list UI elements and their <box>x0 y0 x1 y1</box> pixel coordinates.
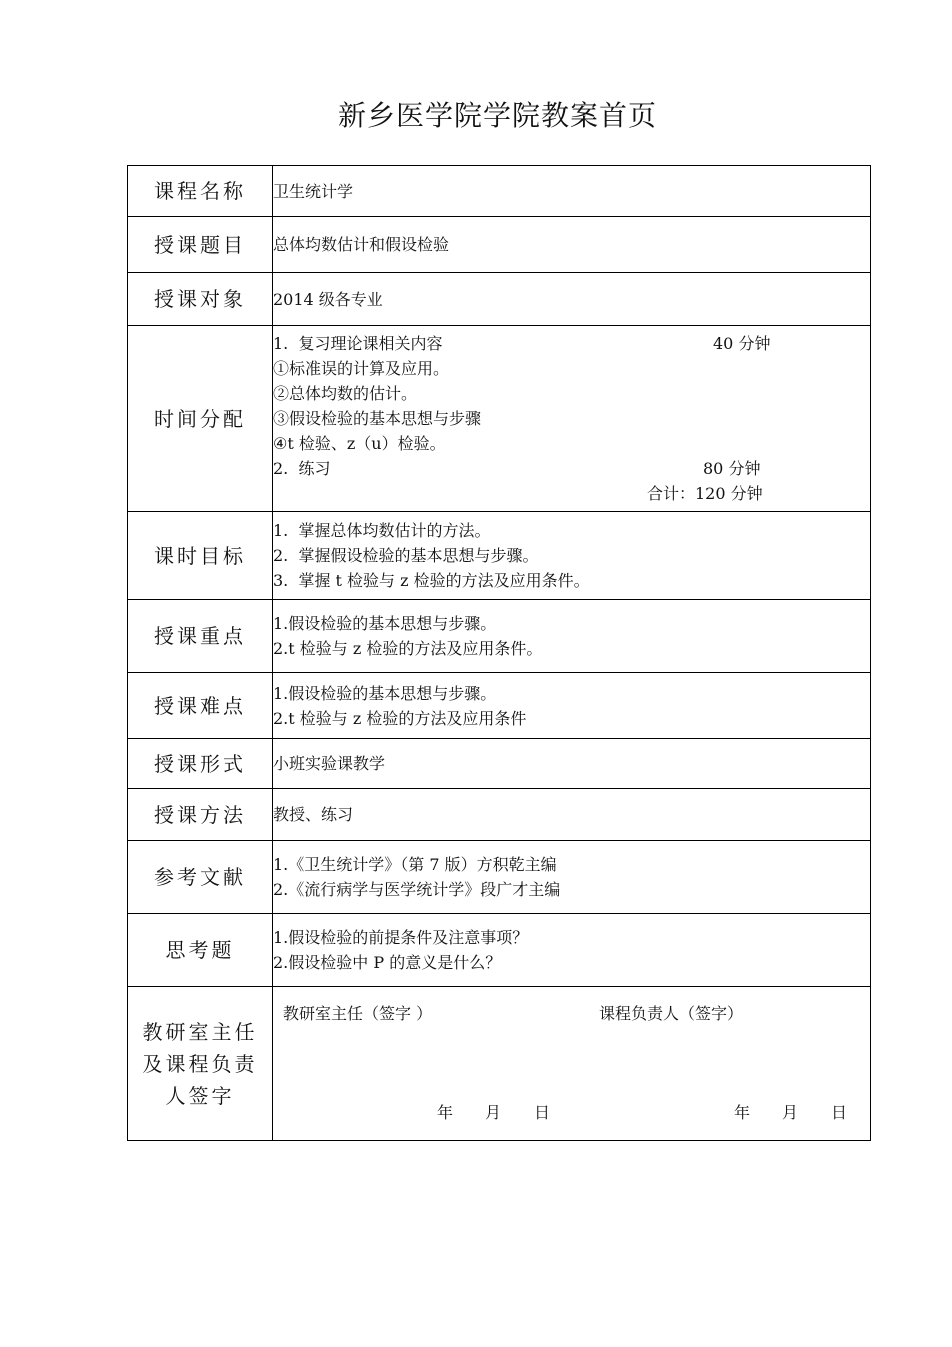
time-allocation-label: 时间分配 <box>128 326 273 512</box>
row-references <box>128 841 871 914</box>
owner-signature: 课程负责人（签字） <box>599 1004 744 1023</box>
format-label: 授课形式 <box>128 739 273 789</box>
method-value: 教授、练习 <box>273 789 871 841</box>
topic-value: 总体均数估计和假设检验 <box>273 217 871 273</box>
difficulties-label: 授课难点 <box>128 673 273 739</box>
question-item: 2.假设检验中 P 的意义是什么？ <box>273 953 502 972</box>
difficulty-item: 2.t 检验与 z 检验的方法及应用条件 <box>273 708 527 728</box>
director-date-day: 日 <box>534 1103 551 1122</box>
reference-item: 2.《流行病学与医学统计学》段广才主编 <box>273 880 561 899</box>
signature-label-line: 教研室主任 <box>142 1019 258 1044</box>
director-signature: 教研室主任（签字 ） <box>283 1004 433 1023</box>
director-date-month: 月 <box>485 1103 502 1122</box>
row-format <box>128 739 871 789</box>
objectives-label: 课时目标 <box>128 512 273 600</box>
row-questions <box>128 914 871 987</box>
time-line: ①标准误的计算及应用。 <box>273 359 450 378</box>
time-line: ②总体均数的估计。 <box>273 384 418 403</box>
key-points-content <box>273 600 871 673</box>
key-point-item: 2.t 检验与 z 检验的方法及应用条件。 <box>273 639 543 658</box>
signature-label-line: 人签字 <box>165 1083 235 1108</box>
audience-value: 2014 级各专业 <box>273 273 871 326</box>
objective-item: 1. 掌握总体均数估计的方法。 <box>273 521 491 540</box>
row-audience <box>128 273 871 326</box>
row-key-points <box>128 600 871 673</box>
key-points-label: 授课重点 <box>128 600 273 673</box>
key-point-item: 1.假设检验的基本思想与步骤。 <box>273 614 497 633</box>
row-course-name <box>128 166 871 217</box>
review-time: 40 分钟 <box>713 334 771 353</box>
references-label: 参考文献 <box>128 841 273 914</box>
page-title: 新乡医学院学院教案首页 <box>337 99 657 132</box>
row-method <box>128 789 871 841</box>
signature-content <box>273 987 871 1141</box>
owner-date-day: 日 <box>831 1103 848 1122</box>
objectives-content <box>273 512 871 600</box>
course-name-value: 卫生统计学 <box>273 166 871 217</box>
time-line-text: 1. 复习理论课相关内容 <box>273 334 443 353</box>
signature-label <box>128 987 273 1141</box>
objective-item: 3. 掌握 t 检验与 z 检验的方法及应用条件。 <box>273 571 590 590</box>
time-line-text: 2. 练习 <box>273 459 331 478</box>
question-item: 1.假设检验的前提条件及注意事项？ <box>273 928 529 947</box>
references-content <box>273 841 871 914</box>
total-time: 合计：120 分钟 <box>647 484 763 503</box>
audience-label: 授课对象 <box>128 273 273 326</box>
method-label: 授课方法 <box>128 789 273 841</box>
questions-content <box>273 914 871 987</box>
row-time-allocation <box>128 326 871 512</box>
time-line: ④t 检验、z（u）检验。 <box>273 434 446 453</box>
format-value: 小班实验课教学 <box>273 739 871 789</box>
row-objectives <box>128 512 871 600</box>
reference-item: 1.《卫生统计学》（第 7 版）方积乾主编 <box>273 855 557 874</box>
objective-item: 2. 掌握假设检验的基本思想与步骤。 <box>273 546 539 565</box>
time-line <box>273 456 870 481</box>
difficulties-content <box>273 673 871 739</box>
lesson-plan-table <box>127 165 871 1141</box>
row-topic <box>128 217 871 273</box>
practice-time: 80 分钟 <box>703 459 761 478</box>
signature-label-line: 及课程负责 <box>142 1051 258 1076</box>
owner-date-year: 年 <box>734 1103 751 1122</box>
owner-date-month: 月 <box>782 1103 799 1122</box>
course-name-label: 课程名称 <box>128 166 273 217</box>
questions-label: 思考题 <box>128 914 273 987</box>
time-allocation-content <box>273 326 871 512</box>
row-signature <box>128 987 871 1141</box>
time-line: ③假设检验的基本思想与步骤 <box>273 409 482 428</box>
director-date-year: 年 <box>437 1103 454 1122</box>
time-total-line <box>273 481 870 506</box>
difficulty-item: 1.假设检验的基本思想与步骤。 <box>273 683 497 703</box>
signature-area <box>273 987 870 1139</box>
time-line <box>273 331 870 356</box>
topic-label: 授课题目 <box>128 217 273 273</box>
row-difficulties <box>128 673 871 739</box>
